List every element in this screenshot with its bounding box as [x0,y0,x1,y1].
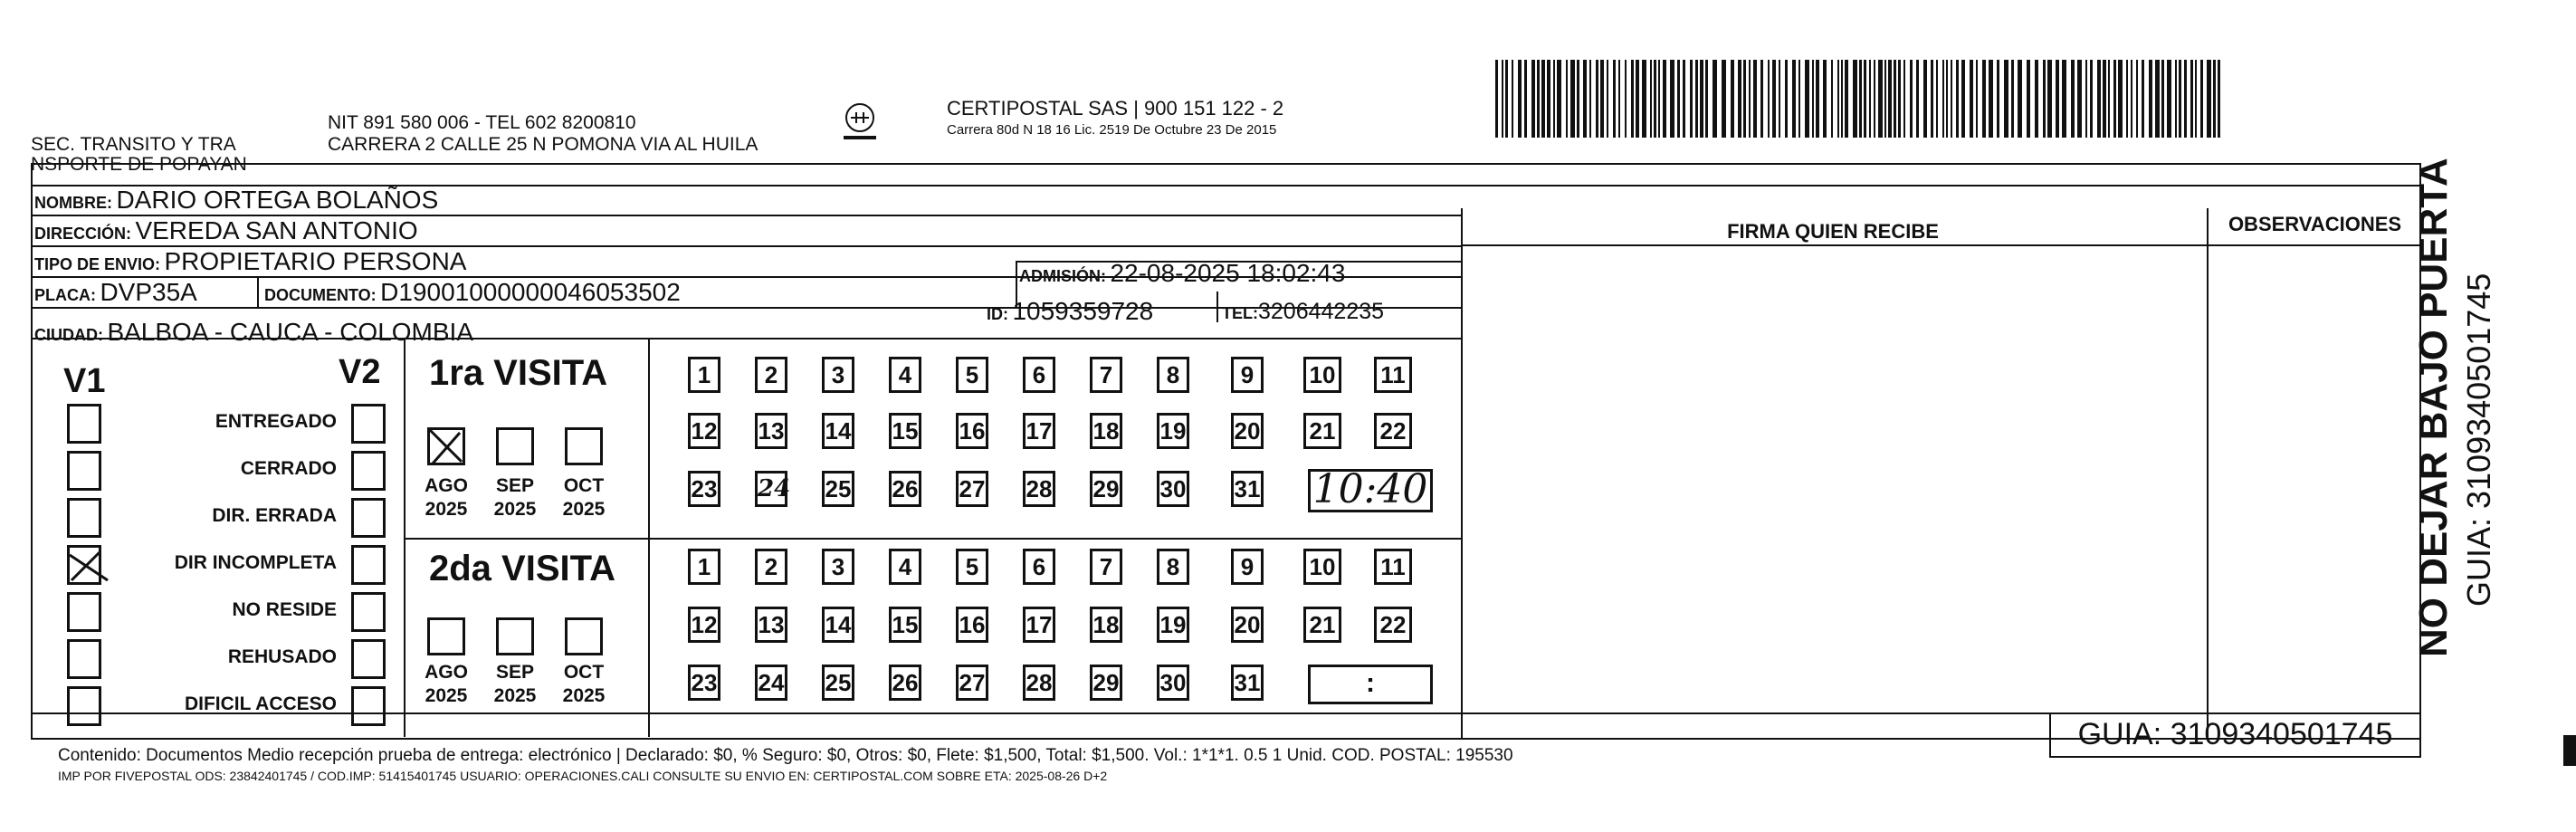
barcode-bar [1812,60,1814,138]
v1-checkbox[interactable] [67,451,101,491]
day-box[interactable]: 19 [1157,413,1189,449]
v2-checkbox[interactable] [351,404,386,444]
barcode-bar [1636,60,1639,138]
day-box[interactable]: 13 [755,413,787,449]
nombre-label: NOMBRE: [34,194,112,212]
barcode-bar [1792,60,1796,138]
barcode-bar [1859,60,1862,138]
v2-label: V2 [339,353,381,391]
first-visit-time[interactable]: 10:40 [1308,469,1433,512]
day-box[interactable]: 16 [956,607,988,643]
barcode-bar [2062,60,2066,138]
barcode-bar [1816,60,1819,138]
day-box[interactable]: 29 [1090,471,1122,507]
v2-checkbox[interactable] [351,545,386,585]
barcode-bar [2149,60,2152,138]
month-checkbox-ago[interactable] [427,427,465,465]
barcode-bar [2035,60,2038,138]
barcode-bar [1537,60,1540,138]
month-label: SEP [495,475,535,496]
month-checkbox-sep[interactable] [496,427,534,465]
day-box[interactable]: 15 [889,607,921,643]
v1-checkbox[interactable] [67,498,101,538]
barcode-bar [1785,60,1788,138]
barcode-bar [1894,60,1896,138]
v2-checkbox[interactable] [351,451,386,491]
barcode [1495,60,2227,139]
barcode-bar [2077,60,2082,138]
barcode-bar [1831,60,1833,138]
barcode-bar [2018,60,2022,138]
barcode-bar [2155,60,2160,138]
ciudad-label: CIUDAD: [34,326,103,344]
day-box[interactable]: 6 [1023,549,1055,585]
sender-name-line2: NSPORTE DE POPAYAN [31,154,247,175]
day-box[interactable]: 2 [755,549,787,585]
row-ciudad [31,308,1461,346]
barcode-bar [1705,60,1708,138]
first-visit-label: 1ra VISITA [429,353,608,393]
day-box[interactable]: 20 [1231,413,1264,449]
day-box[interactable]: 23 [688,665,720,701]
day-box[interactable]: 3 [822,549,854,585]
barcode-bar [1607,60,1608,138]
barcode-bar [1658,60,1660,138]
barcode-bar [1531,60,1535,138]
day-box[interactable]: 19 [1157,607,1189,643]
barcode-bar [1760,60,1763,138]
day-box[interactable]: 31 [1231,665,1264,701]
month-year-label [552,661,615,708]
barcode-bar [1654,60,1656,138]
barcode-bar [2195,60,2197,138]
barcode-bar [1878,60,1883,138]
barcode-bar [1650,60,1652,138]
month-label: SEP [495,662,535,683]
month-checkbox-ago[interactable] [427,617,465,655]
company-address: Carrera 80d N 18 16 Lic. 2519 De Octubre 23 De 2015 [947,122,1277,138]
day-box[interactable]: 11 [1374,357,1412,393]
barcode-bar [1512,60,1513,138]
v1-checkbox[interactable] [67,639,101,679]
tipo-value: PROPIETARIO PERSONA [164,247,467,275]
firma-label: FIRMA QUIEN RECIBE [1727,220,1939,243]
month-label: AGO [425,662,468,683]
direccion-label: DIRECCIÓN: [34,225,131,243]
barcode-bar [1670,60,1674,138]
day-box[interactable]: 27 [956,471,988,507]
barcode-bar [1982,60,1986,138]
day-box[interactable]: 16 [956,413,988,449]
day-box[interactable]: 31 [1231,471,1264,507]
barcode-bar [2043,60,2046,138]
barcode-bar [1502,60,1503,138]
barcode-bar [1956,60,1959,138]
day-box[interactable]: 4 [889,549,921,585]
sender-name-line1: SEC. TRANSITO Y TRA [31,134,236,155]
barcode-bar [2175,60,2177,138]
day-box[interactable]: 25 [822,665,854,701]
side-title: NO DEJAR BAJO PUERTA [2411,158,2456,657]
day-box[interactable]: 1 [688,549,720,585]
barcode-bar [1495,60,1498,138]
barcode-bar [1845,60,1848,138]
barcode-bar [2131,60,2132,138]
observaciones-label: OBSERVACIONES [2228,213,2402,235]
barcode-bar [2200,60,2203,138]
documento-label: DOCUMENTO: [264,286,377,304]
day-box[interactable]: 27 [956,665,988,701]
barcode-bar [2113,60,2116,138]
barcode-bar [2011,60,2014,138]
day-box[interactable]: 21 [1303,413,1341,449]
barcode-bar [1946,60,1948,138]
row-nombre [31,185,1461,216]
barcode-bar [1779,60,1780,138]
barcode-bar [1518,60,1522,138]
day-box[interactable]: 30 [1157,471,1189,507]
sender-nit: NIT 891 580 006 - TEL 602 8200810 [328,112,636,133]
day-box[interactable]: 24 [755,471,787,507]
documento-value: D19001000000046053502 [380,278,681,306]
day-box[interactable]: 20 [1231,607,1264,643]
day-box[interactable]: 4 [889,357,921,393]
status-option-label: NO RESIDE [232,599,337,620]
tipo-label: TIPO DE ENVIO: [34,255,161,273]
v2-checkbox[interactable] [351,639,386,679]
barcode-bar [2056,60,2059,138]
v1-checkbox[interactable] [67,686,101,726]
day-box[interactable]: 8 [1157,549,1189,585]
year-label: 2025 [562,685,606,706]
day-box[interactable]: 26 [889,665,921,701]
barcode-bar [1997,60,1999,138]
month-label: OCT [563,475,605,496]
day-box[interactable]: 5 [956,357,988,393]
day-box[interactable]: 12 [688,607,720,643]
day-box[interactable]: 6 [1023,357,1055,393]
status-option-label: DIR INCOMPLETA [174,552,337,573]
direccion-value: VEREDA SAN ANTONIO [135,216,418,244]
day-box[interactable]: 18 [1090,413,1122,449]
barcode-bar [1738,60,1741,138]
barcode-bar [1577,60,1579,138]
certipostal-logo [842,101,878,138]
barcode-bar [1713,60,1717,138]
barcode-bar [2108,60,2110,138]
day-box[interactable]: 8 [1157,357,1189,393]
barcode-bar [1524,60,1527,138]
barcode-bar [2167,60,2171,138]
barcode-bar [1798,60,1800,138]
sender-address: CARRERA 2 CALLE 25 N POMONA VIA AL HUILA [328,134,758,155]
day-box[interactable]: 26 [889,471,921,507]
barcode-bar [2027,60,2030,138]
barcode-bar [2103,60,2106,138]
month-label: OCT [563,662,605,683]
day-box[interactable]: 22 [1374,413,1412,449]
barcode-bar [2126,60,2128,138]
barcode-bar [1547,60,1550,138]
barcode-bar [2184,60,2187,138]
ciudad-value: BALBOA - CAUCA - COLOMBIA [107,318,474,346]
barcode-bar [2207,60,2211,138]
day-box[interactable]: 1 [688,357,720,393]
barcode-bar [2142,60,2144,138]
barcode-bar [2136,60,2138,138]
barcode-bar [1951,60,1952,138]
barcode-bar [1976,60,1978,138]
day-box[interactable]: 28 [1023,665,1055,701]
barcode-bar [1505,60,1508,138]
barcode-bar [1677,60,1680,138]
day-box[interactable]: 18 [1090,607,1122,643]
second-visit-time[interactable]: : [1308,665,1433,704]
barcode-bar [1631,60,1634,138]
status-option-label: DIR. ERRADA [212,505,337,526]
barcode-bar [1874,60,1875,138]
status-option-label: ENTREGADO [215,411,337,432]
company-line: CERTIPOSTAL SAS | 900 151 122 - 2 [947,97,1284,120]
v1-checkbox[interactable] [67,545,101,585]
barcode-bar [1731,60,1734,138]
barcode-bar [1898,60,1901,138]
barcode-bar [2190,60,2193,138]
day-box[interactable]: 9 [1231,357,1264,393]
barcode-bar [1749,60,1751,138]
year-label: 2025 [425,685,468,706]
placa-value: DVP35A [100,278,197,306]
barcode-bar [1853,60,1857,138]
barcode-bar [2218,60,2220,138]
row-direccion [31,215,1461,247]
side-guia: GUIA: 3109340501745 [2460,273,2497,607]
day-box[interactable]: 28 [1023,471,1055,507]
tel-value: 3206442235 [1258,299,1385,324]
month-year-label [415,661,478,708]
day-box[interactable]: 10 [1303,357,1341,393]
month-checkbox-oct[interactable] [565,617,603,655]
placa-label: PLACA: [34,286,96,304]
status-option-label: REHUSADO [227,646,337,667]
barcode-bar [2071,60,2075,138]
barcode-bar [1884,60,1886,138]
status-option-label: CERRADO [240,458,337,479]
barcode-bar [1642,60,1646,138]
barcode-bar [1743,60,1746,138]
day-box[interactable]: 21 [1303,607,1341,643]
barcode-bar [1837,60,1839,138]
year-label: 2025 [493,499,537,520]
day-box[interactable]: 22 [1374,607,1412,643]
day-box[interactable]: 29 [1090,665,1122,701]
barcode-bar [1600,60,1604,138]
barcode-bar [1695,60,1698,138]
barcode-bar [1722,60,1726,138]
day-box[interactable]: 11 [1374,549,1412,585]
barcode-bar [1942,60,1944,138]
barcode-bar [2179,60,2181,138]
barcode-bar [1823,60,1827,138]
second-visit-label: 2da VISITA [429,549,615,588]
day-box[interactable]: 3 [822,357,854,393]
barcode-bar [2047,60,2052,138]
day-box[interactable]: 7 [1090,549,1122,585]
footer-contenido: Contenido: Documentos Medio recepción prueba de entrega: electrónico | Declarado: $0, % Seguro: $0, Otros: $0, Flete: $1,500, Total: $1,500. Vol.: 1*1*1. 0.5 1 Unid. COD. POSTAL: 195530 [58,746,1513,765]
barcode-bar [1541,60,1545,138]
barcode-bar [1663,60,1666,138]
barcode-bar [1768,60,1770,138]
nombre-value: DARIO ORTEGA BOLAÑOS [116,186,439,214]
id-label: ID: [987,305,1008,323]
barcode-bar [1566,60,1568,138]
year-label: 2025 [562,499,606,520]
barcode-bar [1557,60,1561,138]
day-box[interactable]: 7 [1090,357,1122,393]
guia-box: GUIA: 3109340501745 [2049,712,2421,758]
day-box[interactable]: 24 [755,665,787,701]
barcode-bar [1841,60,1843,138]
v2-checkbox[interactable] [351,498,386,538]
day-box[interactable]: 15 [889,413,921,449]
day-box[interactable]: 25 [822,471,854,507]
v1-label: V1 [63,362,106,400]
barcode-bar [1583,60,1587,138]
barcode-bar [1753,60,1757,138]
barcode-bar [1910,60,1913,138]
barcode-bar [1618,60,1620,138]
barcode-bar [1690,60,1693,138]
barcode-bar [2213,60,2216,138]
barcode-bar [1916,60,1919,138]
month-label: AGO [425,475,468,496]
month-checkbox-oct[interactable] [565,427,603,465]
v1-checkbox[interactable] [67,592,101,632]
barcode-bar [1989,60,1993,138]
signature-area [1461,208,2209,739]
day-box[interactable]: 10 [1303,549,1341,585]
admision-value: 22-08-2025 18:02:43 [1110,259,1346,287]
day-box[interactable]: 12 [688,413,720,449]
day-box[interactable]: 9 [1231,549,1264,585]
barcode-bar [2161,60,2164,138]
status-option-label: DIFICIL ACCESO [184,693,337,714]
barcode-bar [2085,60,2087,138]
barcode-bar [1553,60,1555,138]
day-box[interactable]: 13 [755,607,787,643]
month-year-label [483,474,547,521]
barcode-bar [1903,60,1905,138]
day-box[interactable]: 30 [1157,665,1189,701]
barcode-bar [1869,60,1871,138]
barcode-bar [1936,60,1938,138]
tel-label: TEL: [1222,304,1258,322]
month-year-label [483,661,547,708]
day-box[interactable]: 17 [1023,607,1055,643]
year-label: 2025 [493,685,537,706]
edge-mark [2563,735,2576,766]
v1-checkbox[interactable] [67,404,101,444]
barcode-bar [2004,60,2008,138]
year-label: 2025 [425,499,468,520]
month-checkbox-sep[interactable] [496,617,534,655]
day-box[interactable]: 23 [688,471,720,507]
day-box[interactable]: 17 [1023,413,1055,449]
barcode-bar [1700,60,1703,138]
barcode-bar [2118,60,2123,138]
barcode-bar [1772,60,1776,138]
barcode-bar [1613,60,1616,138]
day-box[interactable]: 5 [956,549,988,585]
footer-imp: IMP POR FIVEPOSTAL ODS: 23842401745 / COD.IMP: 51415401745 USUARIO: OPERACIONES.CALI CONSULTE SU ENVIO EN: CERTIPOSTAL.COM SOBRE ETA: 2025-08-26 D+2 [58,769,1108,783]
barcode-bar [1888,60,1892,138]
barcode-bar [1864,60,1866,138]
month-year-label [552,474,615,521]
day-box[interactable]: 14 [822,413,854,449]
admision-label: ADMISIÓN: [1019,267,1106,285]
barcode-bar [1970,60,1973,138]
v2-checkbox[interactable] [351,592,386,632]
barcode-bar [1805,60,1809,138]
barcode-bar [1961,60,1965,138]
barcode-bar [1596,60,1598,138]
day-box[interactable]: 14 [822,607,854,643]
barcode-bar [1589,60,1591,138]
barcode-bar [1570,60,1575,138]
barcode-bar [2090,60,2093,138]
barcode-bar [1931,60,1933,138]
day-box[interactable]: 2 [755,357,787,393]
barcode-bar [1923,60,1927,138]
barcode-bar [2097,60,2101,138]
month-year-label [415,474,478,521]
id-value: 1059359728 [1012,297,1154,325]
barcode-bar [1683,60,1685,138]
v2-checkbox[interactable] [351,686,386,726]
barcode-bar [1625,60,1627,138]
